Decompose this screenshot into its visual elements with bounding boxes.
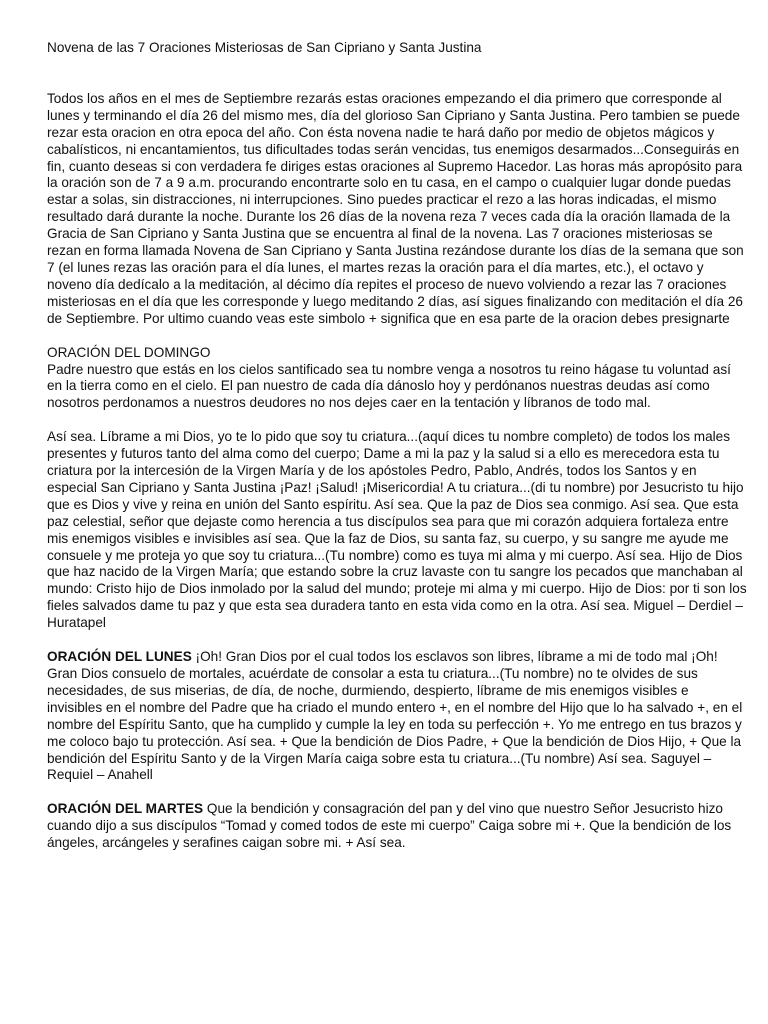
document-page <box>47 40 747 869</box>
lunes-body: ¡Oh! Gran Dios por el cual todos los esclavos son libres, líbrame a mi de todo mal ¡Oh! Gran Dios consuelo de mortales, acuérdate de consolar a esta tu criatura...(Tu nombre) no te olvides de sus necesidades, de sus miserias, de día, de noche, durmiendo, despierto, líbrame de mis enemigos visibles e invisibles en el nombre del Padre que ha criado el mundo entero +, en el nombre del Hijo que lo ha salvado +, en el nombre del Espíritu Santo, que ha cumplido y cumple la ley en toda su perfección +. Yo me entrego en tus brazos y me coloco bajo tu protección. Así sea. + Que la bendición de Dios Padre, + Que la bendición de Dios Hijo, + Que la bendición del Espíritu Santo y de la Virgen María caiga sobre esta tu criatura...(Tu nombre) Así sea. Saguyel – Requiel – Anahell <box>47 649 743 783</box>
lunes-heading: ORACIÓN DEL LUNES <box>47 649 192 665</box>
section-martes <box>47 801 747 852</box>
domingo-prayer: Padre nuestro que estás en los cielos santificado sea tu nombre venga a nosotros tu reino hágase tu voluntad así en la tierra como en el cielo. El pan nuestro de cada día dánoslo hoy y perdónanos nuestras deudas así como nosotros perdonamos a nuestros deudores no nos dejes caer en la tentación y líbranos de todo mal. <box>47 361 731 411</box>
martes-heading: ORACIÓN DEL MARTES <box>47 801 204 817</box>
domingo-heading: ORACIÓN DEL DOMINGO <box>47 344 211 360</box>
intro-paragraph: Todos los años en el mes de Septiembre rezarás estas oraciones empezando el dia primero que corresponde al lunes y terminando el día 26 del mismo mes, día del glorioso San Cipriano y Santa Justina. Pero tambien se puede rezar esta oracion en otra epoca del año. Con ésta novena nadie te hará daño por medio de objetos mágicos y cabalísticos, ni encantamientos, tus dificultades todas serán vencidas, tus enemigos desarmados...Conseguirás en fin, cuanto deseas si con verdadera fe diriges estas oraciones al Supremo Hacedor. Las horas más apropósito para la oración son de 7 a 9 a.m. procurando encontrarte solo en tu casa, en el campo o cualquier lugar donde puedas estar a solas, sin distracciones, ni interrupciones. Sino puedes practicar el rezo a las horas indicadas, el mismo resultado dará durante la noche. Durante los 26 días de la novena reza 7 veces cada día la oración llamada de la Gracia de San Cipriano y Santa Justina que se encuentra al final de la novena. Las 7 oraciones misteriosas se rezan en forma llamada Novena de San Cipriano y Santa Justina rezándose durante los días de la semana que son 7 (el lunes rezas las oración para el día lunes, el martes rezas la oración para el día martes, etc.), el octavo y noveno día dedícalo a la meditación, al décimo día repites el proceso de nuevo volviendo a rezar las 7 oraciones misteriosas en el día que les corresponde y luego meditando 2 días, así sigues finalizando con meditación el día 26 de Septiembre. Por ultimo cuando veas este simbolo + significa que en esa parte de la oracion debes presignarte <box>47 90 744 326</box>
section-domingo <box>47 345 747 413</box>
domingo-body: Así sea. Líbrame a mi Dios, yo te lo pido que soy tu criatura...(aquí dices tu nombre completo) de todos los males presentes y futuros tanto del alma como del cuerpo; Dame a mi la paz y la salud si a ello es merecedora esta tu criatura por la intercesión de la Virgen María y de los apóstoles Pedro, Pablo, Andrés, todos los Santos y en especial San Cipriano y Santa Justina ¡Paz! ¡Salud! ¡Misericordia! A tu criatura...(di tu nombre) por Jesucristo tu hijo que es Dios y vive y reina en unión del Santo espíritu. Así sea. Que la paz de Dios sea conmigo. Así sea. Que esta paz celestial, señor que dejaste como herencia a tus discípulos sea para que mi corazón adquiera fortaleza entre mis enemigos visibles e invisibles así sea. Que la faz de Dios, su santa faz, su cuerpo, y su sangre me ayude me consuele y me proteja yo que soy tu criatura...(Tu nombre) como es tuya mi alma y mi cuerpo. Así sea. Hijo de Dios que haz nacido de la Virgen María; que estando sobre la cruz lavaste con tu sangre los pecados que manchaban al mundo: Cristo hijo de Dios inmolado por la salud del mundo; proteje mi alma y mi cuerpo. Hijo de Dios: por ti son los fieles salvados dame tu paz y que esta sea duradera tanto en esta vida como en la otra. Así sea. Miguel – Derdiel – Huratapel <box>47 429 747 631</box>
document-title: Novena de las 7 Oraciones Misteriosas de San Cipriano y Santa Justina <box>47 40 482 55</box>
martes-body: Que la bendición y consagración del pan y del vino que nuestro Señor Jesucristo hizo cuando dijo a sus discípulos “Tomad y comed todos de este mi cuerpo” Caiga sobre mi +. Que la bendición de los ángeles, arcángeles y serafines caigan sobre mi. + Así sea. <box>47 801 732 851</box>
section-lunes <box>47 649 747 784</box>
